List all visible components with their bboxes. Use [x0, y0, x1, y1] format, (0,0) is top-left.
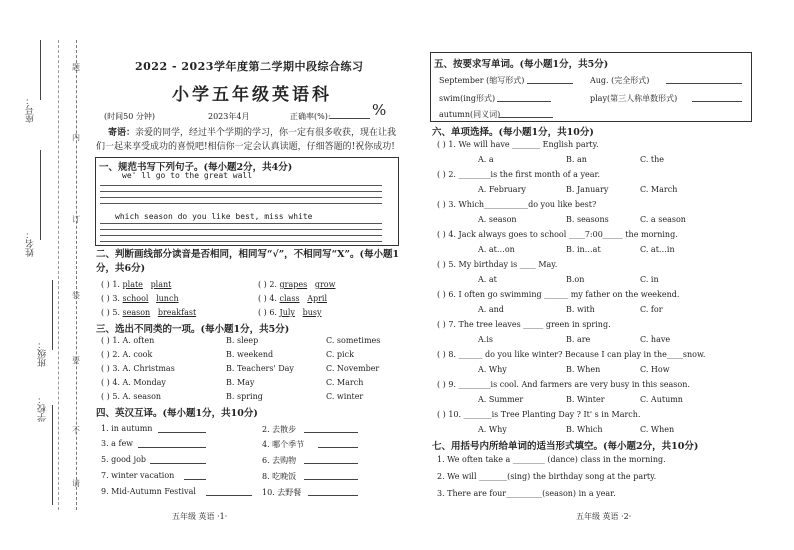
section3-option: B. sleep: [226, 336, 259, 345]
seal-dash-line: [76, 40, 77, 510]
section4-item: 8. 吃晚饭: [262, 472, 297, 481]
mcq-question: ( ) 8. ______ do you like winter? Because I can play in the____snow.: [437, 350, 706, 359]
mcq-option[interactable]: B. When: [566, 365, 601, 374]
mcq-question: ( ) 2. ________is the first month of a year.: [437, 170, 600, 179]
mcq-option[interactable]: A. at: [478, 275, 497, 284]
writing-line: [100, 203, 382, 204]
message-text: 亲爱的同学，经过半个学期的学习，你一定有很多收获，现在让我们一起来享受成功的喜悦吧!相信你一定会认真读题，仔细答题的!祝你成功!: [96, 128, 397, 152]
section3-item: ( ) 3. A. Christmas: [101, 364, 175, 373]
section7-title: 七、用括号内所给单词的适当形式填空。(每小题2分，共10分): [432, 441, 699, 452]
section1-sentence-1: we' ll go to the great wall: [122, 171, 253, 180]
section3-item: ( ) 5. A. season: [101, 392, 162, 401]
section3-option: B. May: [226, 378, 255, 387]
section4-item: 6. 去购物: [262, 456, 297, 465]
answer-field[interactable]: [138, 447, 206, 448]
answer-field[interactable]: [304, 479, 358, 480]
mcq-option[interactable]: A. Why: [478, 365, 507, 374]
answer-field[interactable]: [304, 432, 358, 433]
answer-field[interactable]: [206, 495, 252, 496]
fill-blank-item: 3. There are four_________(season) in a year.: [437, 489, 616, 498]
exam-title: 2022 - 2023学年度第二学期中段综合练习: [135, 60, 364, 73]
section4-item: 10. 去野餐: [262, 488, 302, 497]
exam-time: (时间50 分钟): [104, 112, 155, 121]
answer-field[interactable]: [150, 463, 206, 464]
section2-title: 二、判断画线部分读音是否相同，相同写“√”，不相同写“X”。(每小题1分，共6分): [96, 249, 400, 274]
mcq-option[interactable]: C. at…in: [640, 245, 675, 254]
answer-field[interactable]: [304, 463, 358, 464]
percent-sign: %: [372, 101, 387, 119]
writing-line: [100, 235, 382, 236]
mcq-option[interactable]: B. are: [566, 335, 591, 344]
mcq-option[interactable]: A. and: [478, 305, 504, 314]
seal-char: 内: [72, 133, 80, 142]
mcq-option[interactable]: C. How: [640, 365, 670, 374]
section5-item: swim(ing形式): [439, 94, 496, 103]
class-label: 班级：: [38, 340, 48, 367]
section3-item: ( ) 1. A. often: [101, 336, 155, 345]
section4-item: 9. Mid-Autumn Festival: [101, 487, 196, 496]
section6-title: 六、单项选择。(每小题1分，共10分): [432, 127, 594, 138]
mcq-option[interactable]: A.is: [478, 335, 493, 344]
mcq-option[interactable]: A. Summer: [478, 395, 524, 404]
section4-item: 3. a few: [101, 439, 134, 448]
mcq-option[interactable]: C. Autumn: [640, 395, 683, 404]
mcq-option[interactable]: B. seasons: [566, 215, 609, 224]
accuracy-label: 正确率(%):: [290, 112, 331, 121]
mcq-option[interactable]: B. Which: [566, 425, 603, 434]
section4-title: 四、英汉互译。(每小题1分，共10分): [96, 408, 258, 419]
section4-item: 1. in autumn: [101, 424, 153, 433]
section2-item: ( ) 4. class April: [258, 294, 328, 303]
section3-option: B. Teachers' Day: [226, 364, 294, 373]
section5-item: autumn(同义词): [439, 110, 501, 119]
mcq-question: ( ) 9. ________is cool. And farmers are very busy in this season.: [437, 380, 690, 389]
mcq-option[interactable]: A. Why: [478, 425, 507, 434]
section4-item: 2. 去散步: [262, 425, 297, 434]
writing-line: [100, 197, 382, 198]
section2-item: ( ) 5. season breakfast: [101, 308, 197, 317]
section3-title: 三、选出不同类的一项。(每小题1分，共5分): [96, 324, 290, 335]
mcq-option[interactable]: A. February: [478, 185, 526, 194]
fill-blank-item: 2. We will _______(sing) the birthday song at the party.: [437, 472, 657, 481]
section3-option: C. November: [326, 364, 380, 373]
section5-item: September (缩写形式): [439, 76, 525, 85]
page-footer-right: 五年级 英语 ·2·: [576, 512, 632, 521]
mcq-option[interactable]: C. When: [640, 425, 675, 434]
mcq-option[interactable]: C. March: [640, 185, 678, 194]
seat-label: 座号：: [26, 96, 36, 123]
section3-option: B. spring: [226, 392, 263, 401]
encouragement-message: [96, 126, 398, 154]
mcq-option[interactable]: A. a: [478, 155, 494, 164]
section3-option: C. March: [326, 378, 364, 387]
section2-item: ( ) 1. plate plant: [101, 280, 172, 289]
answer-field[interactable]: [184, 479, 206, 480]
exam-date: 2023年4月: [208, 112, 250, 121]
answer-field[interactable]: [666, 83, 742, 84]
accuracy-field[interactable]: [330, 118, 370, 119]
class-field[interactable]: [52, 280, 54, 350]
mcq-question: ( ) 4. Jack always goes to school ____7:00_____ the morning.: [437, 230, 678, 239]
section3-option: B. weekend: [226, 350, 274, 359]
answer-field[interactable]: [692, 101, 742, 102]
binding-margin: [0, 0, 92, 550]
mcq-option[interactable]: C. a season: [640, 215, 686, 224]
fill-blank-item: 1. We often take a ________ (dance) class in the morning.: [437, 455, 666, 464]
message-label: 寄语：: [108, 128, 136, 138]
name-label: 姓名：: [26, 230, 36, 257]
answer-field[interactable]: [318, 447, 358, 448]
writing-line: [100, 241, 382, 242]
seal-dash-line-outer: [58, 40, 59, 510]
mcq-question: ( ) 1. We will have _______ English party.: [437, 140, 599, 149]
seal-char: 题: [72, 63, 80, 72]
section3-option: C. sometimes: [326, 336, 381, 345]
mcq-option[interactable]: A. at…on: [478, 245, 515, 254]
mcq-question: ( ) 5. My birthday is ____ May.: [437, 260, 558, 269]
school-field[interactable]: [52, 405, 54, 505]
mcq-question: ( ) 3. Which___________do you like best?: [437, 200, 597, 209]
section2-item: ( ) 6. July busy: [258, 308, 322, 317]
mcq-option[interactable]: B. January: [566, 185, 609, 194]
mcq-option[interactable]: B.on: [566, 275, 585, 284]
answer-field[interactable]: [497, 101, 551, 102]
seal-char: 订: [72, 215, 80, 224]
section2-item: ( ) 2. grapes grow: [258, 280, 336, 289]
page-footer-left: 五年级 英语 ·1·: [172, 512, 228, 521]
seal-char: 不: [72, 426, 80, 435]
section5-title: 五、按要求写单词。(每小题1分，共5分): [434, 59, 609, 70]
writing-line: [100, 229, 382, 230]
mcq-option[interactable]: A. season: [478, 215, 517, 224]
mcq-question: ( ) 10. _______is Tree Planting Day ? It' s in March.: [437, 410, 641, 419]
section1-title: 一、规范书写下列句子。(每小题2分，共4分): [99, 162, 293, 173]
seat-field[interactable]: [40, 40, 42, 100]
section5-item: play(第三人称单数形式): [590, 94, 678, 103]
section2-item: ( ) 3. school lunch: [101, 294, 179, 303]
mcq-option[interactable]: C. the: [640, 155, 665, 164]
writing-line: [100, 191, 382, 192]
mcq-question: ( ) 6. I often go swimming ______ my father on the weekend.: [437, 290, 680, 299]
answer-field[interactable]: [527, 83, 573, 84]
writing-line: [100, 223, 382, 224]
section5-item: Aug. (完全形式): [590, 76, 650, 85]
mcq-option[interactable]: C. for: [640, 305, 663, 314]
mcq-option[interactable]: B. Winter: [566, 395, 605, 404]
section4-item: 5. good job: [101, 455, 147, 464]
exam-subject: 小学五年级英语科: [172, 85, 332, 105]
section3-item: ( ) 2. A. cook: [101, 350, 153, 359]
seal-char: 要: [72, 356, 80, 365]
school-label: 学校：: [38, 395, 48, 422]
name-field[interactable]: [40, 150, 42, 240]
seal-char: 请: [72, 479, 80, 488]
mcq-option[interactable]: B. an: [566, 155, 587, 164]
section3-option: C. pick: [326, 350, 354, 359]
section1-sentence-2: which season do you like best, miss white: [115, 212, 313, 221]
seal-char: 装: [72, 291, 80, 300]
writing-line: [100, 185, 382, 186]
mcq-option[interactable]: C. in: [640, 275, 659, 284]
mcq-option[interactable]: B. with: [566, 305, 595, 314]
answer-field[interactable]: [308, 495, 358, 496]
answer-field[interactable]: [158, 432, 206, 433]
mcq-option[interactable]: B. in…at: [566, 245, 601, 254]
section3-option: C. winter: [326, 392, 364, 401]
section4-item: 7. winter vacation: [101, 471, 175, 480]
mcq-option[interactable]: C. have: [640, 335, 671, 344]
mcq-question: ( ) 7. The tree leaves _____ green in spring.: [437, 320, 611, 329]
section3-item: ( ) 4. A. Monday: [101, 378, 166, 387]
answer-field[interactable]: [499, 117, 553, 118]
section4-item: 4. 哪个季节: [262, 440, 305, 449]
